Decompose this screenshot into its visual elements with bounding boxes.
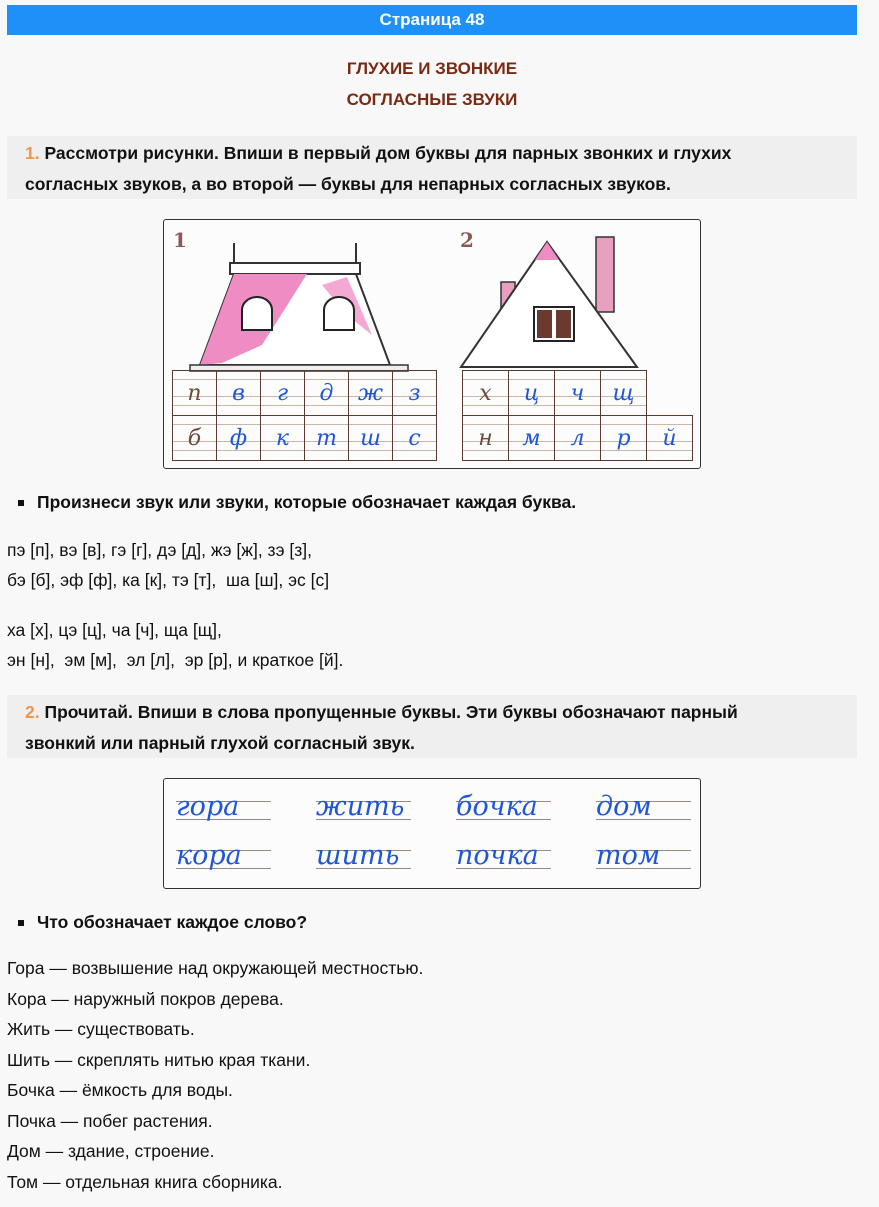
task-2: [7, 695, 857, 758]
letter-cell: ф: [216, 415, 261, 461]
bullet-instruction: [18, 492, 576, 513]
letter-cell: к: [260, 415, 305, 461]
task-1: [7, 136, 857, 199]
handwritten-word: дом: [596, 801, 691, 820]
bullet-icon: [18, 920, 24, 926]
definition-line: Почка — побег растения.: [7, 1111, 213, 1131]
page-title: Страница 48: [379, 10, 485, 29]
definition-line: Шить — скреплять нитью края ткани.: [7, 1050, 311, 1070]
task-text: Рассмотри рисунки. Впиши в первый дом буквы для парных звонких и глухих: [44, 143, 732, 163]
section-title-line2: СОГЛАСНЫЕ ЗВУКИ: [346, 90, 518, 109]
handwritten-word: почка: [456, 850, 551, 869]
letter-cell: н: [462, 415, 509, 461]
sounds-line: ха [х], цэ [ц], ча [ч], ща [щ],: [7, 620, 222, 640]
letter-cell: з: [392, 370, 437, 416]
letter-cell: щ: [600, 370, 647, 416]
letter-cell: ч: [554, 370, 601, 416]
definition-line: Том — отдельная книга сборника.: [7, 1172, 283, 1192]
handwritten-word: жить: [316, 801, 411, 820]
definition-line: Кора — наружный покров дерева.: [7, 989, 284, 1009]
definition-line: Бочка — ёмкость для воды.: [7, 1080, 233, 1100]
task-number: 1.: [25, 143, 40, 163]
sounds-line: пэ [п], вэ [в], гэ [г], дэ [д], жэ [ж], зэ [з],: [7, 540, 312, 560]
house-1-roof-icon: [172, 235, 417, 375]
letter-cell: ш: [348, 415, 393, 461]
letter-cell: г: [260, 370, 305, 416]
words-illustration: [163, 778, 701, 889]
bullet-icon: [18, 500, 24, 506]
task-text: согласных звуков, а во второй — буквы для непарных согласных звуков.: [25, 174, 671, 194]
letter-cell: ц: [508, 370, 555, 416]
letter-cell: п: [172, 370, 217, 416]
page-header: [7, 5, 857, 35]
letter-cell: м: [508, 415, 555, 461]
figure-label: 1: [173, 228, 187, 252]
handwritten-word: шить: [316, 850, 411, 869]
handwritten-word: том: [596, 850, 691, 869]
letter-cell: ж: [348, 370, 393, 416]
handwritten-word: кора: [176, 850, 271, 869]
handwritten-word: бочка: [456, 801, 551, 820]
letter-cell: л: [554, 415, 601, 461]
letter-cell: т: [304, 415, 349, 461]
definition-line: Гора — возвышение над окружающей местностью.: [7, 958, 424, 978]
section-title-line1: ГЛУХИЕ И ЗВОНКИЕ: [346, 59, 518, 78]
letter-cell: б: [172, 415, 217, 461]
house-2-roof-icon: [459, 232, 649, 372]
sounds-line: бэ [б], эф [ф], ка [к], тэ [т], ша [ш], эс [с]: [7, 570, 330, 590]
task-text: Прочитай. Впиши в слова пропущенные буквы. Эти буквы обозначают парный: [44, 702, 738, 722]
bullet-text: Что обозначает каждое слово?: [37, 912, 308, 932]
task-text: звонкий или парный глухой согласный звук.: [25, 733, 415, 753]
sounds-line: эн [н], эм [м], эл [л], эр [р], и краткое [й].: [7, 650, 344, 670]
definition-line: Дом — здание, строение.: [7, 1141, 215, 1161]
handwritten-word: гора: [176, 801, 271, 820]
task-number: 2.: [25, 702, 40, 722]
letter-cell: й: [646, 415, 693, 461]
letter-cell: с: [392, 415, 437, 461]
definition-line: Жить — существовать.: [7, 1019, 195, 1039]
letter-cell: р: [600, 415, 647, 461]
letter-cell: д: [304, 370, 349, 416]
figure-label: 2: [460, 228, 474, 252]
bullet-instruction: [18, 912, 307, 933]
houses-illustration: [163, 219, 701, 469]
letter-cell: в: [216, 370, 261, 416]
letter-cell: х: [462, 370, 509, 416]
bullet-text: Произнеси звук или звуки, которые обозначает каждая буква.: [37, 492, 577, 512]
